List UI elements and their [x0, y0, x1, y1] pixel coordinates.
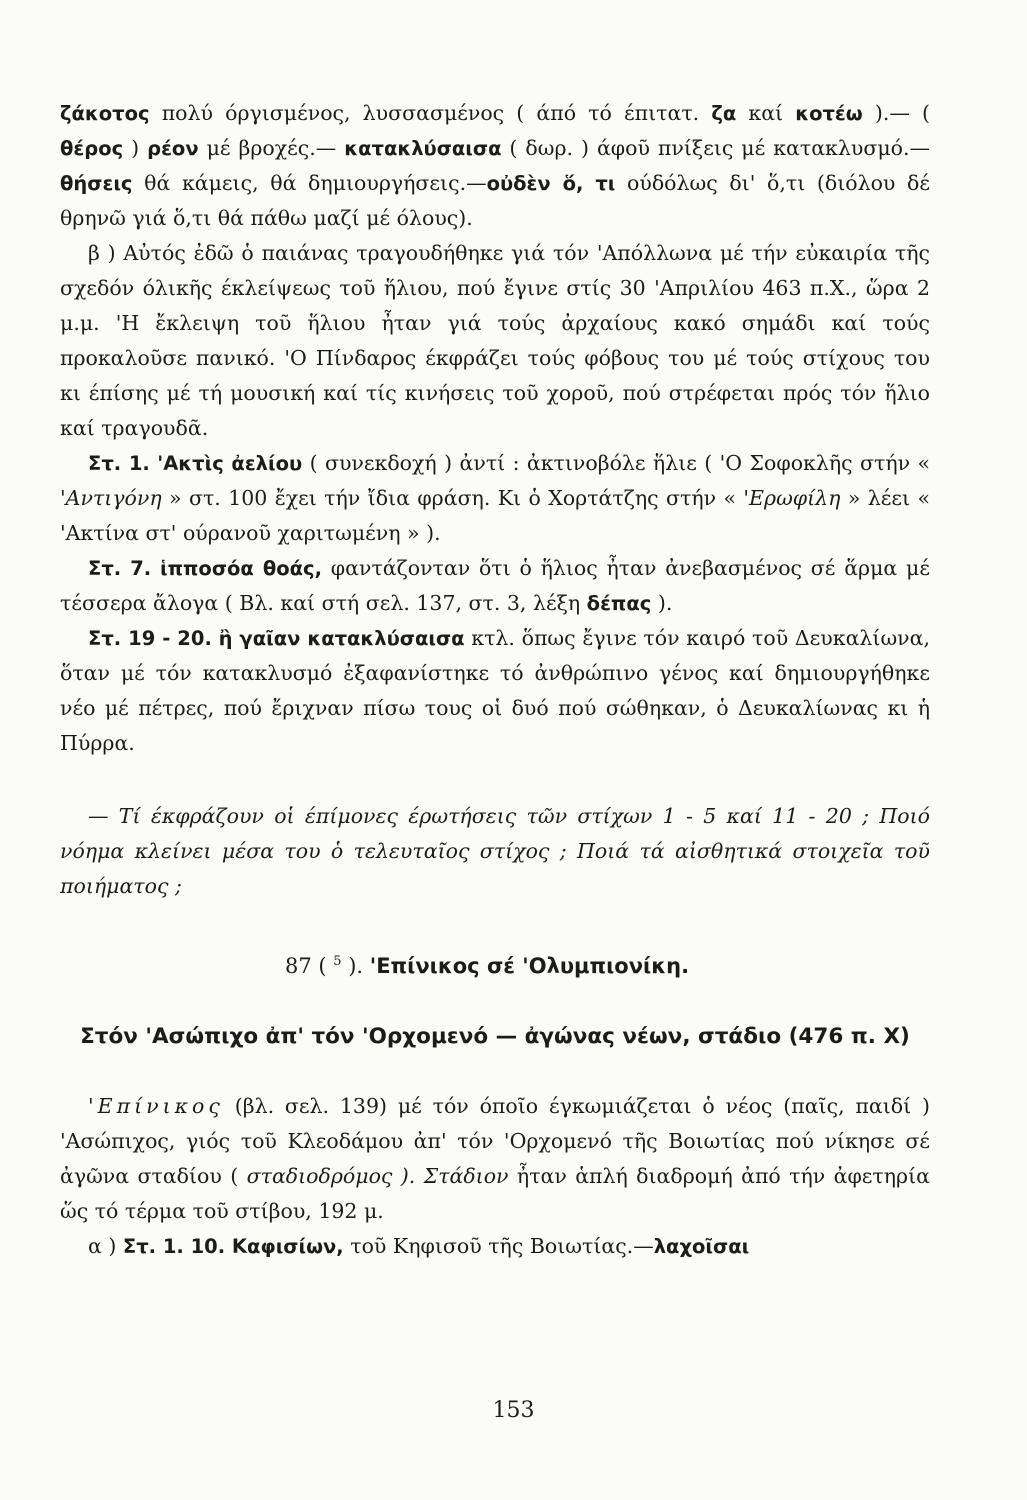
text: τοῦ Κηφισοῦ τῆς Βοιωτίας.—: [343, 1234, 654, 1258]
text: ( συνεκδοχή ) ἀντί : ἀκτινοβόλε ἥλιε ( 'Ο Σοφοκλῆς στήν «: [302, 451, 931, 475]
term: θέρος: [60, 137, 124, 160]
paragraph-verse-1: [60, 446, 930, 551]
paragraph-epinikos: [60, 1089, 930, 1229]
term: ρέον: [147, 137, 199, 160]
text: ).: [341, 954, 370, 978]
page-number: 153: [492, 1398, 535, 1423]
term: σταδιοδρόμος ). Στάδιον: [246, 1164, 509, 1188]
text: [212, 626, 219, 650]
text: ( δωρ. ) άφοῦ πνίξεις μέ κατακλυσμό.—: [501, 136, 930, 160]
paragraph-verse-1-10: [60, 1229, 930, 1264]
text: ).: [651, 591, 673, 615]
paragraph-verse-7: [60, 551, 930, 621]
poem-heading: [285, 944, 930, 984]
text: » στ. 100 ἔχει τήν ἴδια φράση. Κι ὁ Χορτάτζης στήν «: [161, 486, 744, 510]
paragraph-eclipse: β ) Αὐτός ἐδῶ ὁ παιάνας τραγουδήθηκε γιά τόν 'Απόλλωνα μέ τήν εὐκαιρία τῆς σχεδόν όλικῆς έκλείψεως τοῦ ἥλιου, πού ἔγινε στίς 30 'Απριλίου 463 π.Χ., ὥρα 2 μ.μ. 'Η ἔκλειψη τοῦ ἥλιου ἦταν γιά τούς ἀρχαίους κακό σημάδι καί τούς προκαλοῦσε πανικό. 'Ο Πίνδαρος έκφράζει τούς φόβους του μέ τούς στίχους του κι έπίσης μέ τή μουσική καί τίς κινήσεις τοῦ χοροῦ, πού στρέφεται πρός τόν ἥλιο καί τραγουδᾶ.: [60, 241, 930, 440]
term: 'Επίνικος: [88, 1094, 224, 1118]
term: θήσεις: [60, 172, 133, 195]
text: (: [311, 954, 334, 978]
text: α ): [88, 1234, 123, 1258]
term: ζα: [711, 102, 737, 125]
verse-ref: Στ. 1.: [88, 452, 150, 475]
poem-subnumber: 5: [333, 954, 342, 969]
poem-subtitle: Στόν 'Ασώπιχο ἀπ' τόν 'Ορχομενό — ἀγώνας νέων, στάδιο (476 π. Χ): [80, 1024, 910, 1049]
term: 'Ακτὶς ἀελίου: [157, 452, 303, 475]
text: θά κάμεις, θά δημιουργήσεις.—: [132, 171, 487, 195]
text: καί: [736, 101, 796, 125]
text: [151, 556, 160, 580]
paragraph-glossary: [60, 96, 930, 236]
verse-ref: Στ. 7.: [88, 557, 152, 580]
verse-ref: Στ. 19 - 20.: [88, 627, 212, 650]
paragraph-verse-19: [60, 621, 930, 761]
term: δέπας: [586, 592, 652, 615]
page-body: [60, 96, 930, 1264]
term: κοτέω: [795, 102, 863, 125]
poem-title: 'Επίνικος σέ 'Ολυμπιονίκη.: [369, 954, 690, 978]
text: (βλ. σελ. 139) μέ τόν όποῖο έγκωμιάζεται ὁ νέος (παῖς, παιδί ) 'Ασώπιχος, γιός τοῦ Κλεοδάμου ἀπ' τόν 'Ορχομενό τῆς Βοιωτίας πού νίκησε σέ ἀγῶνα σταδίου (: [60, 1094, 930, 1188]
text: » λέει « 'Ακτίνα στ' ούρανοῦ χαριτωμένη » ).: [60, 486, 930, 545]
text: ἦταν ἁπλή διαδρομή ἀπό τήν ἀφετηρία ὥς τό τέρμα τοῦ στίβου, 192 μ.: [60, 1164, 930, 1223]
term: οὐδὲν ὅ, τι: [486, 172, 616, 195]
term: ἢ γαῖαν κατακλύσαισα: [218, 627, 465, 650]
term: λαχοῖσαι: [653, 1235, 750, 1258]
term: ζάκοτος: [60, 102, 150, 125]
study-questions: — Τί έκφράζουν οἱ έπίμονες έρωτήσεις τῶν στίχων 1 - 5 καί 11 - 20 ; Ποιό νόημα κλείνει μέσα του ὁ τελευταῖος στίχος ; Ποιά τά αἰσθητικά στοιχεῖα τοῦ ποιήματος ;: [60, 804, 930, 898]
text: κτλ. ὅπως ἔγινε τόν καιρό τοῦ Δευκαλίωνα, ὅταν μέ τόν κατακλυσμό ἐξαφανίστηκε τό ἀνθρώπινο γένος καί δημιουργήθηκε νέο μέ πέτρες, πού ἔριχναν πίσω τους οἱ δυό πού σώθηκαν, ὁ Δευκαλίωνας κι ἡ Πύρρα.: [60, 626, 930, 755]
verse-ref: Στ. 1. 10. Καφισίων,: [122, 1235, 344, 1258]
term: ἱπποσόα θοάς,: [159, 557, 323, 580]
text: ).— (: [862, 101, 930, 125]
text: μέ βροχές.—: [198, 136, 345, 160]
work-title: 'Ερωφίλη: [743, 486, 841, 510]
poem-number: 87: [285, 954, 312, 978]
text: ούδόλως δι' ὅ,τι (διόλου δέ θρηνῶ γιά ὅ,τι θά πάθω μαζί μέ όλους).: [60, 171, 930, 230]
work-title: 'Αντιγόνη: [60, 486, 162, 510]
term: κατακλύσαισα: [344, 137, 502, 160]
text: ): [123, 136, 148, 160]
text: φαντάζονταν ὅτι ὁ ἥλιος ἦταν ἀνεβασμένος σέ ἅρμα μέ τέσσερα ἄλογα ( Βλ. καί στή σελ. 137, στ. 3, λέξη: [60, 556, 930, 615]
text: πολύ όργισμένος, λυσσασμένος ( άπό τό έπιτατ.: [149, 101, 712, 125]
